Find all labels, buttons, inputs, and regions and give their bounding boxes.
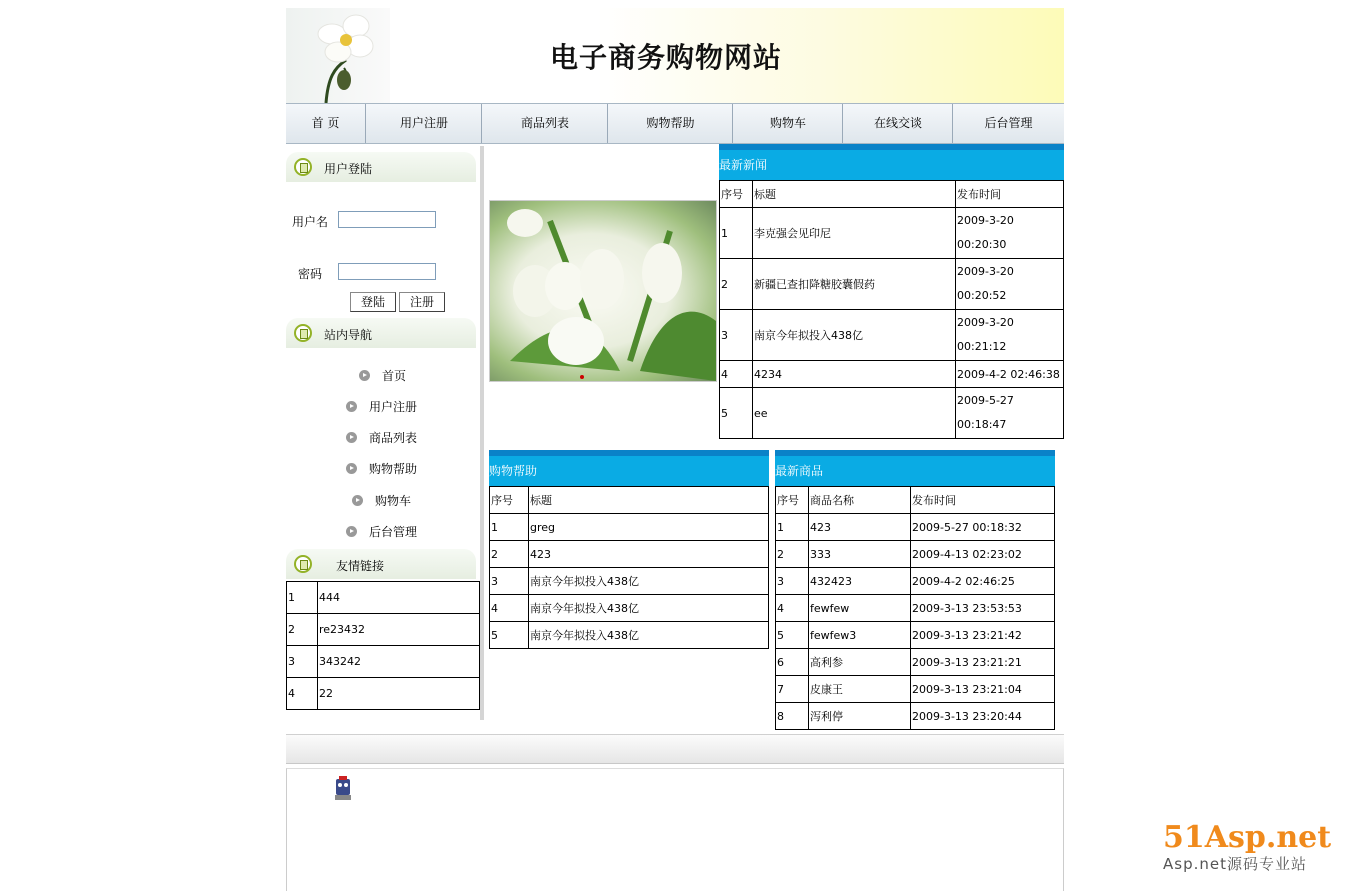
link-index: 3 [287, 646, 318, 678]
col-header: 标题 [753, 181, 956, 208]
col-header: 序号 [720, 181, 753, 208]
product-date: 2009-4-13 02:23:02 [911, 541, 1055, 568]
shopping-help-header: 购物帮助 [489, 450, 769, 486]
row-index: 8 [776, 703, 809, 730]
product-link[interactable]: 高利参 [809, 649, 911, 676]
friend-link[interactable]: 22 [318, 678, 480, 710]
table-row [720, 208, 1064, 259]
goods-table [775, 486, 1055, 730]
row-index: 6 [776, 649, 809, 676]
main-nav [286, 103, 1064, 144]
table-row [287, 678, 480, 710]
help-table [489, 486, 769, 649]
table-row [776, 514, 1055, 541]
friend-link[interactable]: re23432 [318, 614, 480, 646]
news-date: 2009-3-20 00:21:12 [956, 310, 1064, 361]
nav-online-chat[interactable]: 在线交谈 [842, 104, 953, 143]
table-row [720, 259, 1064, 310]
row-index: 3 [776, 568, 809, 595]
product-link[interactable]: 333 [809, 541, 911, 568]
arrow-bullet-icon [346, 463, 357, 474]
product-date: 2009-4-2 02:46:25 [911, 568, 1055, 595]
link-index: 4 [287, 678, 318, 710]
nav-home[interactable]: 首 页 [311, 116, 340, 130]
register-button[interactable]: 注册 [399, 292, 445, 312]
news-title-link[interactable]: ee [753, 388, 956, 439]
table-row [720, 361, 1064, 388]
table-row [490, 514, 769, 541]
col-header: 序号 [490, 487, 529, 514]
row-index: 2 [776, 541, 809, 568]
sidebar-item-cart[interactable] [352, 492, 411, 509]
sidebar-item-register[interactable] [346, 398, 417, 415]
site-title: 电子商务购物网站 [550, 41, 783, 74]
table-row [490, 541, 769, 568]
news-date: 2009-3-20 00:20:30 [956, 208, 1064, 259]
product-date: 2009-3-13 23:21:21 [911, 649, 1055, 676]
login-box-title [286, 152, 476, 182]
table-row [287, 582, 480, 614]
header-flower-image [286, 8, 390, 103]
help-title-link[interactable]: 423 [529, 541, 769, 568]
table-header-row [776, 487, 1055, 514]
arrow-bullet-icon [346, 526, 357, 537]
latest-goods-header: 最新商品 [775, 450, 1055, 486]
col-header: 商品名称 [809, 487, 911, 514]
notepad-icon [294, 555, 312, 573]
product-link[interactable]: 皮康王 [809, 676, 911, 703]
latest-news-header: 最新新闻 [719, 144, 1064, 180]
arrow-bullet-icon [359, 370, 370, 381]
product-date: 2009-3-13 23:21:04 [911, 676, 1055, 703]
sidebar-item-products[interactable] [346, 429, 417, 446]
col-header: 发布时间 [956, 181, 1064, 208]
help-title-link[interactable]: 南京今年拟投入438亿 [529, 568, 769, 595]
row-index: 3 [720, 310, 753, 361]
col-header: 序号 [776, 487, 809, 514]
sidebar-item-label: 购物车 [375, 494, 412, 508]
link-index: 2 [287, 614, 318, 646]
watermark-tagline: Asp.net源码专业站 [1163, 855, 1307, 873]
col-header: 发布时间 [911, 487, 1055, 514]
table-row [490, 622, 769, 649]
link-index: 1 [287, 582, 318, 614]
notepad-icon [294, 324, 312, 342]
table-row [776, 541, 1055, 568]
news-title-link[interactable]: 李克强会见印尼 [753, 208, 956, 259]
sidebar-item-help[interactable] [346, 460, 417, 477]
row-index: 5 [776, 622, 809, 649]
shopping-help-panel [489, 450, 769, 649]
friend-link[interactable]: 444 [318, 582, 480, 614]
nav-product-list[interactable]: 商品列表 [481, 104, 608, 143]
help-title-link[interactable]: 南京今年拟投入438亿 [529, 595, 769, 622]
friend-links-title: 友情链接 [336, 559, 385, 573]
table-row [776, 703, 1055, 730]
table-row [776, 676, 1055, 703]
username-label: 用户名 [292, 215, 329, 229]
product-date: 2009-3-13 23:20:44 [911, 703, 1055, 730]
password-input[interactable] [338, 263, 436, 280]
product-date: 2009-5-27 00:18:32 [911, 514, 1055, 541]
watermark-brand: 51Asp.net [1163, 820, 1332, 855]
table-row [720, 310, 1064, 361]
sidebar-item-admin[interactable] [346, 523, 417, 540]
sidebar-item-label: 商品列表 [369, 431, 418, 445]
help-title-link[interactable]: 南京今年拟投入438亿 [529, 622, 769, 649]
row-index: 5 [720, 388, 753, 439]
row-index: 1 [720, 208, 753, 259]
product-link[interactable]: 423 [809, 514, 911, 541]
table-row [287, 614, 480, 646]
table-row [720, 388, 1064, 439]
nav-shopping-help[interactable]: 购物帮助 [607, 104, 733, 143]
arrow-bullet-icon [346, 401, 357, 412]
col-header: 标题 [529, 487, 769, 514]
site-nav-title: 站内导航 [324, 328, 373, 342]
row-index: 3 [490, 568, 529, 595]
table-row [776, 568, 1055, 595]
login-title: 用户登陆 [324, 162, 373, 176]
site-nav-title-bar [286, 318, 476, 348]
product-date: 2009-3-13 23:53:53 [911, 595, 1055, 622]
password-label: 密码 [298, 267, 323, 281]
footer-bar [286, 734, 1064, 764]
product-link[interactable]: fewfew3 [809, 622, 911, 649]
table-header-row [720, 181, 1064, 208]
sidebar-item-label: 用户注册 [369, 400, 418, 414]
row-index: 4 [720, 361, 753, 388]
table-row [776, 595, 1055, 622]
table-header-row [490, 487, 769, 514]
sidebar-item-label: 首页 [382, 369, 407, 383]
friend-links-title-bar [286, 549, 476, 579]
table-row [490, 595, 769, 622]
username-input[interactable] [338, 211, 436, 228]
news-date: 2009-3-20 00:20:52 [956, 259, 1064, 310]
news-date: 2009-5-27 00:18:47 [956, 388, 1064, 439]
news-date: 2009-4-2 02:46:38 [956, 361, 1064, 388]
arrow-bullet-icon [352, 495, 363, 506]
arrow-bullet-icon [346, 432, 357, 443]
nav-register[interactable]: 用户注册 [365, 104, 482, 143]
notepad-icon [294, 158, 312, 176]
product-link[interactable]: 432423 [809, 568, 911, 595]
latest-news-panel [719, 144, 1064, 439]
nav-cart[interactable]: 购物车 [732, 104, 843, 143]
product-link[interactable]: 泻利停 [809, 703, 911, 730]
tulip-photo [489, 200, 717, 382]
watermark [1163, 820, 1331, 874]
row-index: 7 [776, 676, 809, 703]
friend-link[interactable]: 343242 [318, 646, 480, 678]
product-date: 2009-3-13 23:21:42 [911, 622, 1055, 649]
row-index: 4 [776, 595, 809, 622]
footer-area [286, 768, 1064, 891]
table-row [287, 646, 480, 678]
row-index: 1 [776, 514, 809, 541]
table-row [776, 622, 1055, 649]
news-title-link[interactable]: 新疆已查扣降糖胶囊假药 [753, 259, 956, 310]
latest-goods-panel [775, 450, 1055, 730]
mascot-icon [331, 775, 355, 801]
product-link[interactable]: fewfew [809, 595, 911, 622]
help-title-link[interactable]: greg [529, 514, 769, 541]
site-header [286, 8, 1064, 103]
news-title-link[interactable]: 4234 [753, 361, 956, 388]
row-index: 2 [490, 541, 529, 568]
row-index: 2 [720, 259, 753, 310]
row-index: 1 [490, 514, 529, 541]
sidebar-item-label: 后台管理 [369, 525, 418, 539]
page [286, 8, 1064, 891]
table-row [776, 649, 1055, 676]
table-row [490, 568, 769, 595]
friend-links-table [286, 581, 480, 710]
nav-admin[interactable]: 后台管理 [952, 104, 1064, 143]
row-index: 4 [490, 595, 529, 622]
login-button[interactable]: 登陆 [350, 292, 396, 312]
sidebar-item-home[interactable] [359, 367, 406, 384]
sidebar-item-label: 购物帮助 [369, 462, 418, 476]
news-title-link[interactable]: 南京今年拟投入438亿 [753, 310, 956, 361]
row-index: 5 [490, 622, 529, 649]
sidebar-shadow [480, 146, 484, 720]
news-table [719, 180, 1064, 439]
